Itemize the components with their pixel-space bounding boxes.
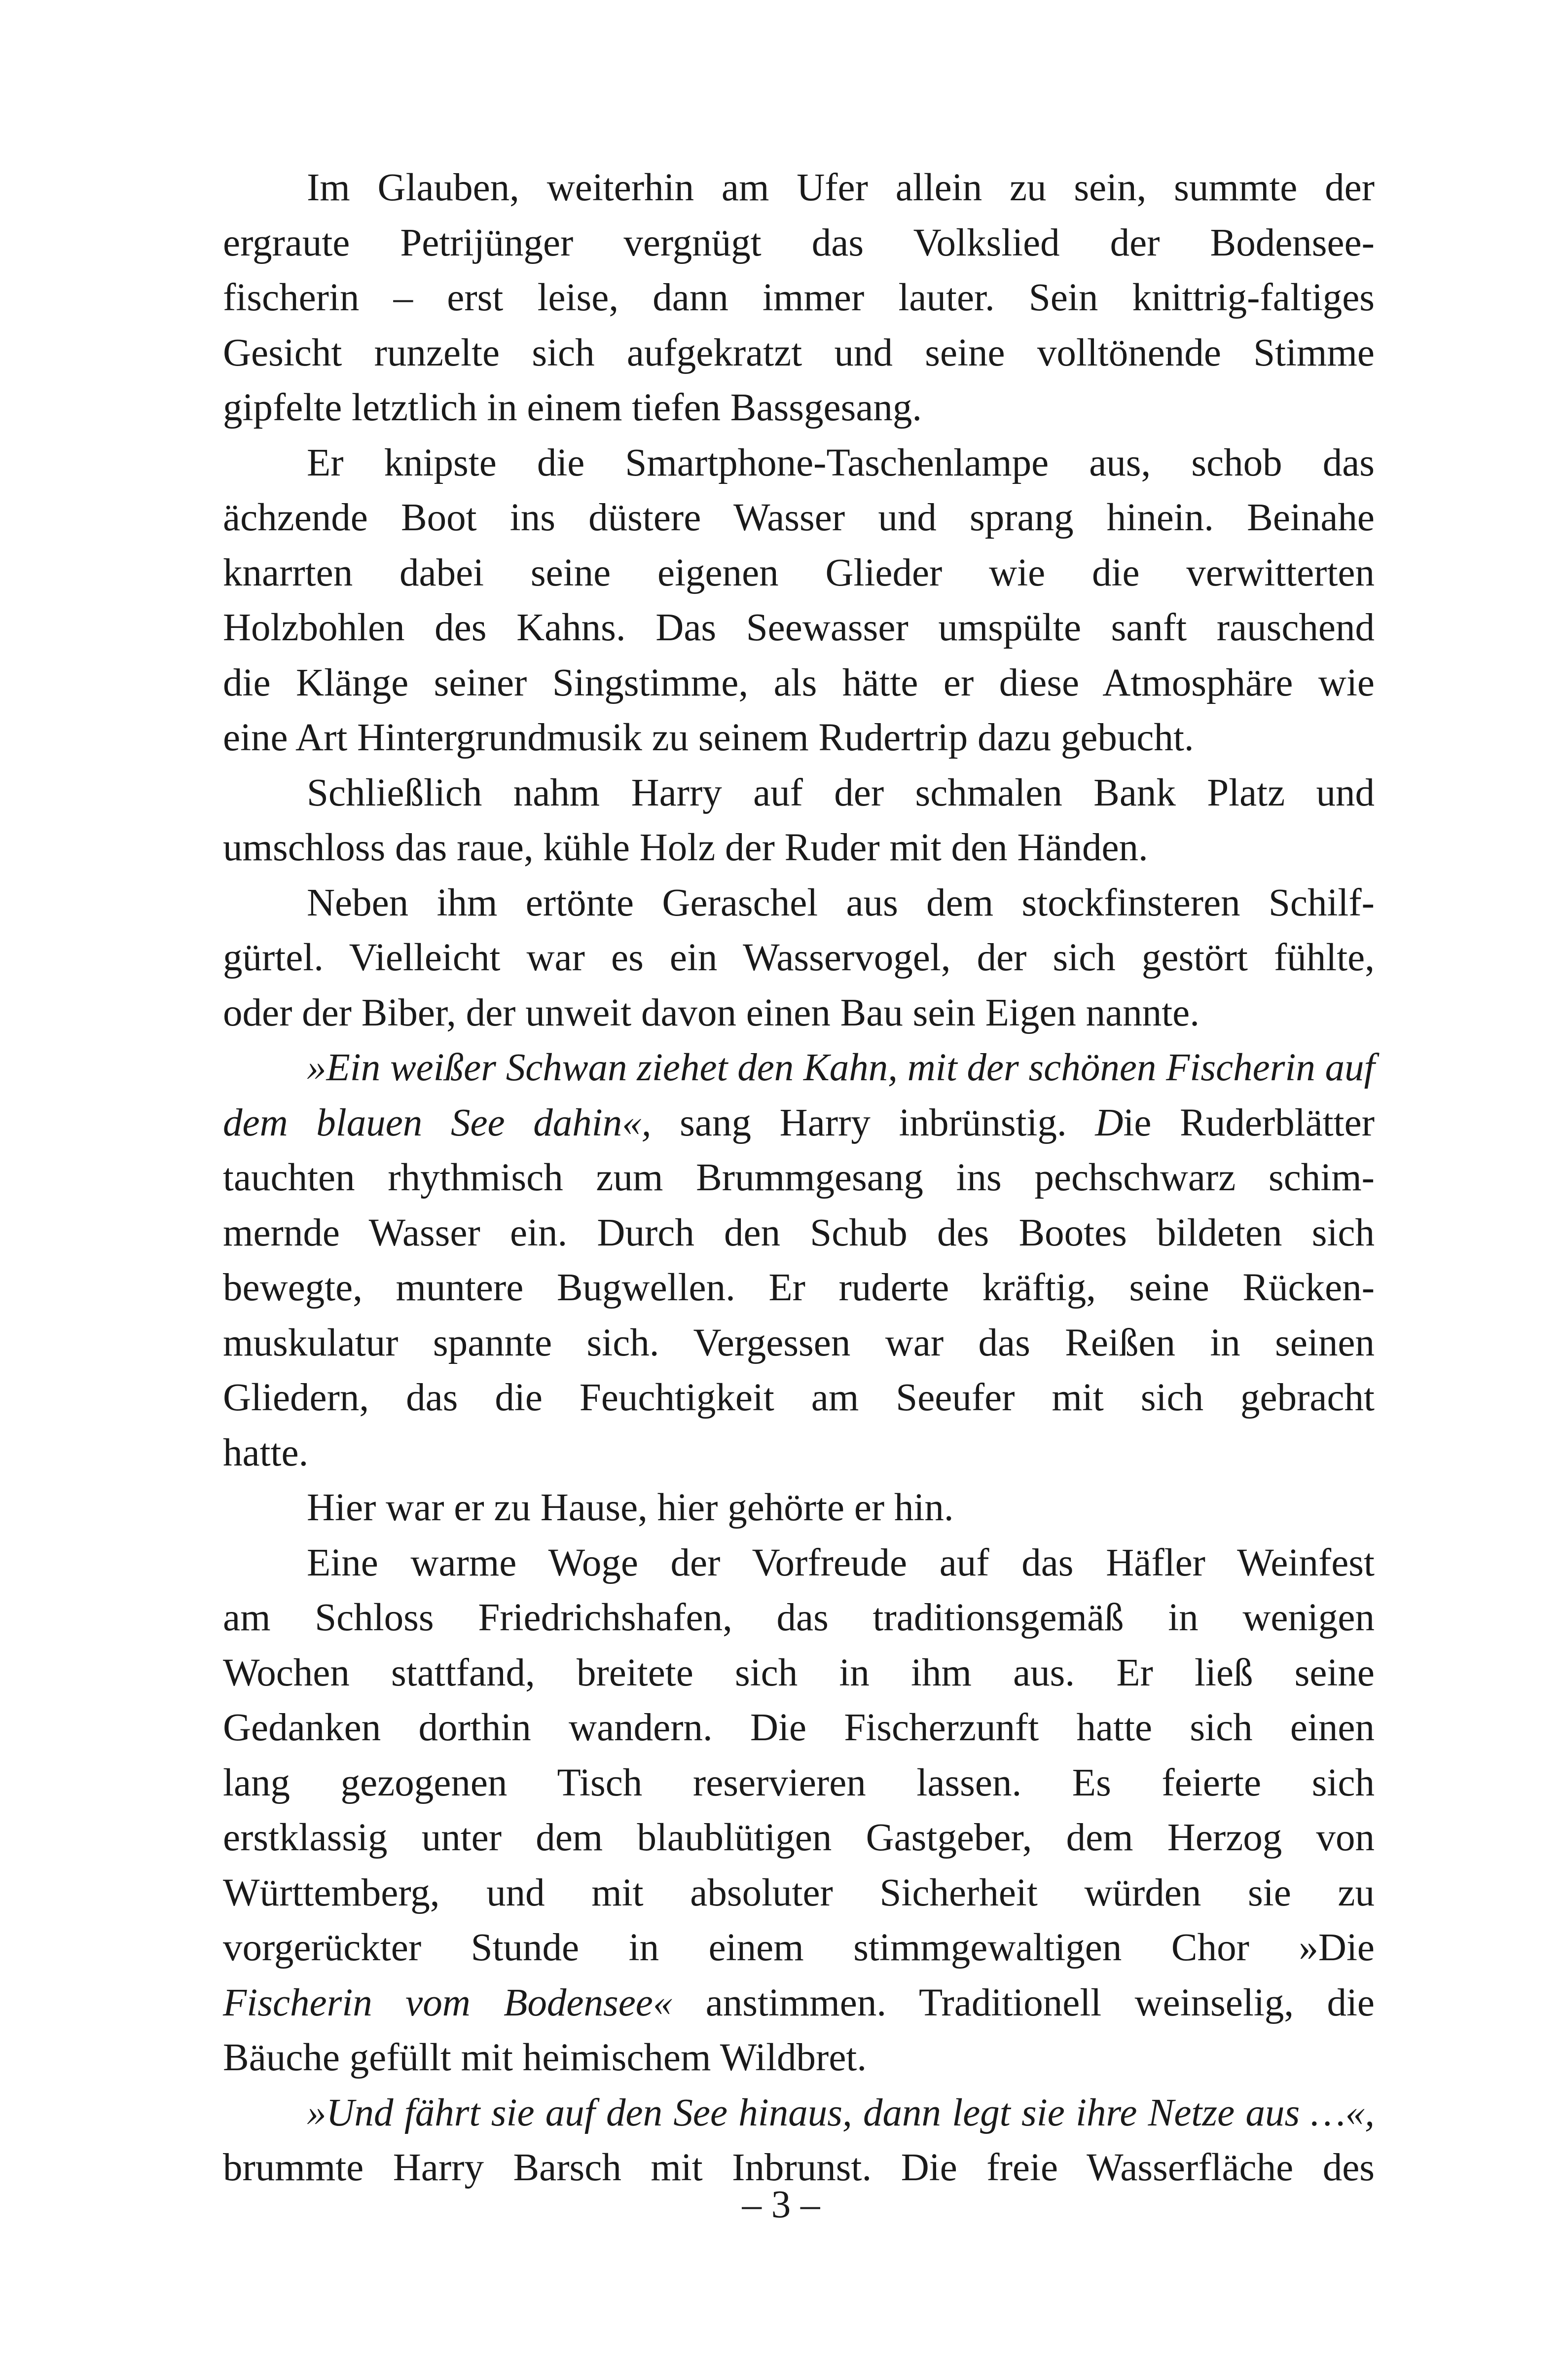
text-run: Er knipste die Smartphone-Taschenlampe aus, schob das [307,441,1375,484]
text-line [223,380,1375,436]
text-line [223,1480,1375,1536]
text-run: knarrten dabei seine eigenen Glieder wie die verwitterten [223,551,1375,594]
text-line [223,160,1375,216]
text-line [223,1426,1375,1481]
italic-text: dem blauen See dahin«, [223,1101,652,1144]
text-run: fischerin – erst leise, dann immer lauter. Sein knittrig-faltiges [223,276,1375,319]
text-run: die Klänge seiner Singstimme, als hätte er diese Atmosphäre wie [223,661,1375,704]
text-run: Holzbohlen des Kahns. Das Seewasser umspülte sanft rauschend [223,606,1375,649]
text-line [223,710,1375,766]
text-line [223,326,1375,381]
text-run: ergraute Petrijünger vergnügt das Volkslied der Bodensee- [223,221,1375,264]
text-line [223,1370,1375,1426]
text-run: umschloss das raue, kühle Holz der Ruder mit den Händen. [223,826,1148,869]
text-line [223,1206,1375,1261]
text-run: muskulatur spannte sich. Vergessen war das Reißen in seinen [223,1321,1375,1364]
text-run: Gesicht runzelte sich aufgekratzt und seine volltönende Stimme [223,331,1375,374]
text-run: am Schloss Friedrichshafen, das traditionsgemäß in wenigen [223,1596,1375,1639]
italic-text: Fischerin vom Bodensee« [223,1981,673,2024]
text-line [223,1646,1375,1701]
text-line [223,1976,1375,2031]
text-line [223,656,1375,711]
text-line [223,600,1375,656]
text-line [223,1756,1375,1811]
text-line [223,1920,1375,1976]
text-line [223,2086,1375,2141]
text-run: lang gezogenen Tisch reservieren lassen. Es feierte sich [223,1761,1375,1804]
text-line [223,820,1375,876]
text-run: eine Art Hintergrundmusik zu seinem Rudertrip dazu gebucht. [223,716,1194,759]
text-run: Gedanken dorthin wandern. Die Fischerzunft hatte sich einen [223,1706,1375,1749]
text-line [223,1700,1375,1756]
text-line [223,1096,1375,1151]
text-line [223,1810,1375,1866]
text-run: sang Harry inbrünstig. [651,1101,1095,1144]
text-run: bewegte, muntere Bugwellen. Er ruderte kräftig, seine Rücken- [223,1266,1375,1309]
text-line [223,1150,1375,1206]
text-line [223,490,1375,546]
text-run: Gliedern, das die Feuchtigkeit am Seeufer mit sich gebracht [223,1376,1375,1419]
text-line [223,216,1375,271]
text-run: mernde Wasser ein. Durch den Schub des Bootes bildeten sich [223,1211,1375,1254]
text-run: Bäuche gefüllt mit heimischem Wildbret. [223,2036,867,2079]
text-line [223,766,1375,821]
text-run: hatte. [223,1431,309,1474]
italic-text: »Ein weißer Schwan ziehet den Kahn, mit der schönen Fischerin auf [307,1046,1375,1089]
text-line [223,270,1375,326]
text-run: Neben ihm ertönte Geraschel aus dem stockfinsteren Schilf- [307,881,1375,924]
body-text [223,160,1375,2196]
text-line [223,436,1375,491]
text-run: Hier war er zu Hause, hier gehörte er hin. [307,1486,954,1529]
text-run: ächzende Boot ins düstere Wasser und sprang hinein. Beinahe [223,496,1375,539]
text-run: Schließlich nahm Harry auf der schmalen Bank Platz und [307,771,1375,814]
text-run: Wochen stattfand, breitete sich in ihm aus. Er ließ seine [223,1651,1375,1694]
text-run: Württemberg, und mit absoluter Sicherheit würden sie zu [223,1871,1375,1914]
text-line [223,1260,1375,1316]
text-run: vorgerückter Stunde in einem stimmgewaltigen Chor »Die [223,1926,1375,1969]
text-line [223,1866,1375,1921]
text-line [223,1590,1375,1646]
text-line [223,930,1375,986]
text-run: brummte Harry Barsch mit Inbrunst. Die freie Wasserfläche des [223,2146,1375,2189]
text-run: gipfelte letztlich in einem tiefen Bassgesang. [223,386,922,429]
text-line [223,876,1375,931]
text-run: tauchten rhythmisch zum Brummgesang ins pechschwarz schim- [223,1156,1375,1199]
italic-text: D [1095,1101,1124,1144]
text-line [223,1536,1375,1591]
text-run: ie Ruderblätter [1123,1101,1375,1144]
text-line [223,1316,1375,1371]
text-line [223,2030,1375,2086]
text-line [223,546,1375,601]
text-run: oder der Biber, der unweit davon einen Bau sein Eigen nannte. [223,991,1199,1034]
text-line [223,1040,1375,1096]
italic-text: »Und fährt sie auf den See hinaus, dann legt sie ihre Netze aus …«, [307,2091,1375,2134]
text-run: anstimmen. Traditionell weinselig, die [672,1981,1375,2024]
text-run: Im Glauben, weiterhin am Ufer allein zu sein, summte der [307,166,1375,209]
page-number: – 3 – [742,2183,820,2226]
text-run: erstklassig unter dem blaublütigen Gastgeber, dem Herzog von [223,1816,1375,1859]
text-run: Eine warme Woge der Vorfreude auf das Häfler Weinfest [307,1541,1375,1584]
text-line [223,986,1375,1041]
text-run: gürtel. Vielleicht war es ein Wasservogel, der sich gestört fühlte, [223,936,1375,979]
